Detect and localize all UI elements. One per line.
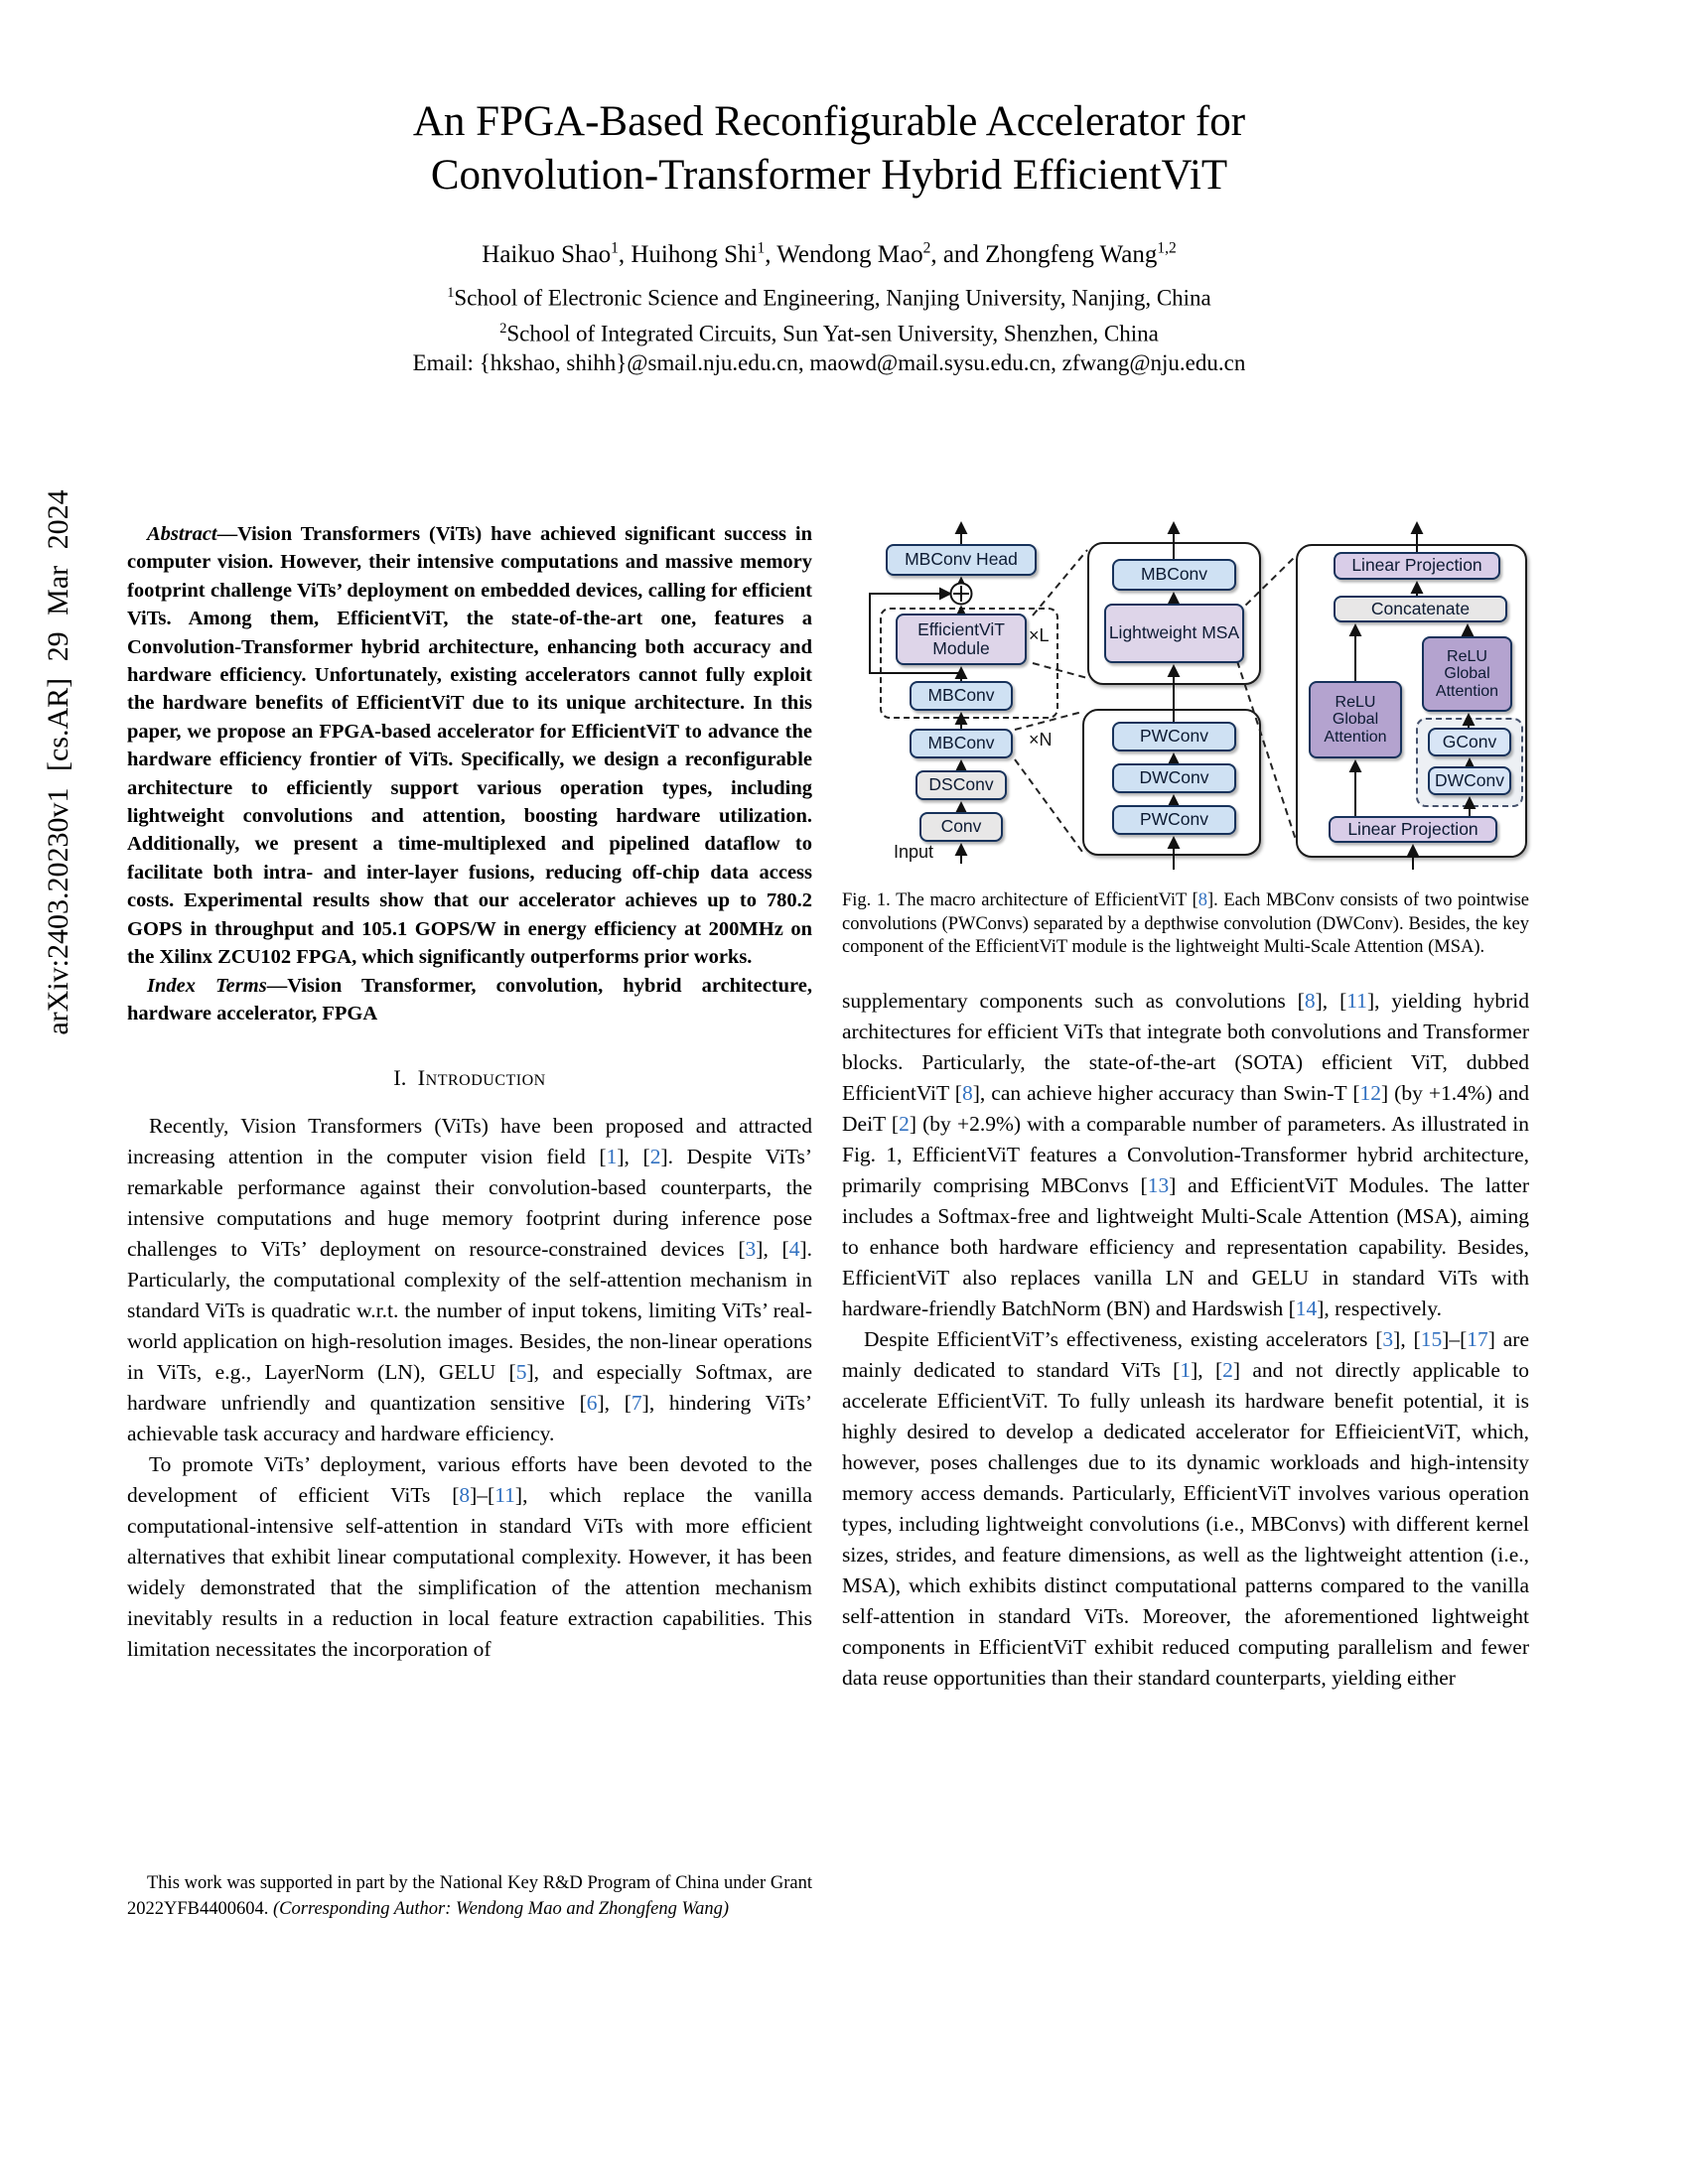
citation: 1 bbox=[606, 1145, 618, 1169]
pwconv-box: PWConv bbox=[1112, 722, 1236, 751]
citation: 14 bbox=[1295, 1296, 1318, 1320]
citation: 11 bbox=[494, 1483, 515, 1508]
citation: 13 bbox=[1147, 1172, 1170, 1197]
author: Zhongfeng Wang$^{1,2}$ bbox=[985, 240, 1177, 269]
citation: 11 bbox=[1346, 988, 1367, 1013]
linear-projection-box: Linear Projection bbox=[1329, 816, 1497, 843]
affiliations bbox=[129, 278, 1529, 378]
figure-caption: Fig. 1. The macro architecture of EfficientViT [8]. Each MBConv consists of two pointwise convolutions (PWConvs) separated by a depthwise convolution (DWConv). Besides, the key component of the EfficientViT module is the lightweight Multi-Scale Attention (MSA). bbox=[842, 890, 1529, 957]
citation: 5 bbox=[515, 1360, 527, 1385]
add-icon bbox=[951, 584, 972, 605]
efficientvit-module-box: EfficientViT Module bbox=[896, 614, 1027, 665]
citation: 2 bbox=[649, 1145, 661, 1169]
pwconv-box: PWConv bbox=[1112, 805, 1236, 835]
authors-line bbox=[129, 240, 1529, 269]
citation: 15 bbox=[1420, 1326, 1443, 1351]
figure-1 bbox=[842, 514, 1529, 872]
paragraph: Despite EfficientViT’s effectiveness, existing accelerators [3], [15]–[17] are mainly dedicated to standard ViTs [1], [2] and not directly applicable to accelerate EfficientViT. To fully unleash its hardware benefit potential, it is highly desired to develop a dedicated accelerator for EffieicientViT, which, however, poses challenges due to its dynamic workloads and high-intensity memory access demands. Particularly, EfficientViT involves various operation types, including lightweight convolutions (i.e., MBConvs) with different kernel sizes, strides, and feature dimensions, as well as the lightweight attention (i.e., MSA), which exhibits distinct computational patterns compared to the vanilla self-attention in standard ViTs. Moreover, the aforementioned lightweight components in EfficientViT exhibit reduced computing parallelism and fewer data reuse opportunities than their standard counterparts, yielding either bbox=[842, 1326, 1530, 1690]
right-column-body bbox=[842, 986, 1529, 1694]
footnote: This work was supported in part by the National Key R&D Program of China under Grant 2022YFB4400604. (Corresponding Author: Wendong Mao and Zhongfeng Wang) bbox=[127, 1873, 812, 1919]
mbconv-box: MBConv bbox=[1112, 559, 1236, 591]
input-label: Input bbox=[894, 842, 934, 862]
citation: 8 bbox=[1197, 890, 1207, 910]
right-column bbox=[842, 514, 1529, 1694]
citation: 4 bbox=[788, 1237, 800, 1262]
citation: 3 bbox=[1382, 1326, 1394, 1351]
citation: 2 bbox=[899, 1111, 910, 1136]
author: Huihong Shi$^1$, bbox=[631, 240, 777, 269]
relu-global-attention-box: ReLU Global Attention bbox=[1309, 681, 1402, 758]
citation: 17 bbox=[1467, 1326, 1488, 1351]
lightweight-msa-box: Lightweight MSA bbox=[1104, 604, 1244, 663]
abstract: Abstract—Vision Transformers (ViTs) have achieved significant success in computer vision. However, their intensive computations and massive memory footprint challenge ViTs’ deployment on embedded devices, calling for efficient ViTs. Among them, EfficientViT, the state-of-the-art one, features a Convolution-Transformer hybrid architecture, enhancing both accuracy and hardware efficiency. Unfortunately, existing accelerators cannot fully exploit the hardware benefits of EfficientViT due to its unique architecture. In this paper, we propose an FPGA-based accelerator for EfficientViT to advance the hardware efficiency frontier of ViTs. Specifically, we design a reconfigurable architecture to efficiently support various operation types, including lightweight convolutions and attention, boosting hardware utilization. Additionally, we present a time-multiplexed and pipelined dataflow to facilitate both intra- and inter-layer fusions, reducing off-chip data access costs. Experimental results show that our accelerator achieves up to 780.2 GOPS in throughput and 105.1 GOPS/W in energy efficiency at 200MHz on the Xilinx ZCU102 FPGA, which significantly outperforms prior works. bbox=[127, 523, 812, 969]
index-terms-label: Index Terms bbox=[147, 974, 267, 997]
mbconv-box: MBConv bbox=[910, 681, 1013, 711]
arxiv-watermark: arXiv:2403.20230v1 [cs.AR] 29 Mar 2024 bbox=[42, 489, 74, 1035]
repeat-l-label: ×L bbox=[1029, 625, 1050, 645]
citation: 6 bbox=[586, 1391, 598, 1416]
conv-box: Conv bbox=[919, 812, 1003, 842]
citation: 12 bbox=[1359, 1080, 1381, 1105]
paragraph: Recently, Vision Transformers (ViTs) have been proposed and attracted increasing attention in the computer vision field [1], [2]. Despite ViTs’ remarkable performance against their convolution-based counterparts, the intensive computations and huge memory footprint during inference pose challenges to ViTs’ deployment on resource-constrained devices [3], [4]. Particularly, the computational complexity of the self-attention mechanism in standard ViTs is quadratic w.r.t. the number of input tokens, limiting ViTs’ real-world application on high-resolution images. Besides, the non-linear operations in ViTs, e.g., LayerNorm (LN), GELU [5], and especially Softmax, are hardware unfriendly and quantization sensitive [6], [7], hindering ViTs’ achievable task accuracy and hardware efficiency. bbox=[127, 1114, 812, 1446]
paragraph: supplementary components such as convolutions [8], [11], yielding hybrid architectures for efficient ViTs that integrate both convolutions and Transformer blocks. Particularly, the state-of-the-art (SOTA) efficient ViT, dubbed EfficientViT [8], can achieve higher accuracy than Swin-T [12] (by +1.4%) and DeiT [2] (by +2.9%) with a comparable number of parameters. As illustrated in Fig. 1, EfficientViT features a Convolution-Transformer hybrid architecture, primarily comprising MBConvs [13] and EfficientViT Modules. The latter includes a Softmax-free and lightweight Multi-Scale Attention (MSA), aiming to enhance both hardware efficiency and representation capability. Besides, EfficientViT also replaces vanilla LN and GELU in standard ViTs with hardware-friendly BatchNorm (BN) and Hardswish [14], respectively. bbox=[842, 988, 1530, 1320]
linear-projection-box: Linear Projection bbox=[1334, 552, 1500, 580]
email-line: Email: {hkshao, shihh}@smail.nju.edu.cn, maowd@mail.sysu.edu.cn, zfwang@nju.edu.cn bbox=[412, 350, 1246, 376]
dwconv-box: DWConv bbox=[1428, 766, 1511, 795]
repeat-n-label: ×N bbox=[1029, 730, 1053, 750]
title-line-2: Convolution-Transformer Hybrid EfficientViT bbox=[430, 152, 1228, 199]
dwconv-box: DWConv bbox=[1112, 763, 1236, 793]
page-title bbox=[129, 95, 1529, 203]
author: Wendong Mao$^2$, and bbox=[776, 240, 986, 269]
paragraph: To promote ViTs’ deployment, various efforts have been devoted to the development of efficient ViTs [8]–[11], which replace the vanilla computational-intensive self-attention in standard ViTs with more efficient alternatives that exhibit linear computational complexity. However, it has been widely demonstrated that the simplification of the attention mechanism inevitably results in a reduction in local feature extraction capabilities. This limitation necessitates the incorporation of bbox=[127, 1452, 813, 1662]
citation: 8 bbox=[961, 1080, 973, 1105]
affiliation-2: $^2$School of Integrated Circuits, Sun Yat-sen University, Shenzhen, China bbox=[499, 320, 1159, 346]
author: Haikuo Shao$^1$, bbox=[482, 240, 632, 269]
gconv-box: GConv bbox=[1428, 728, 1511, 756]
section-heading-introduction: I. Introduction bbox=[393, 1065, 546, 1091]
left-column bbox=[127, 520, 812, 1665]
index-terms: Index Terms—Vision Transformer, convolution, hybrid architecture, hardware accelerator, FPGA bbox=[127, 974, 812, 1024]
dsconv-box: DSConv bbox=[915, 770, 1007, 800]
citation: 2 bbox=[1222, 1357, 1233, 1382]
abstract-label: Abstract bbox=[147, 523, 217, 545]
relu-global-attention-box: ReLU Global Attention bbox=[1422, 636, 1512, 712]
title-line-1: An FPGA-Based Reconfigurable Accelerator for bbox=[412, 98, 1246, 145]
citation: 8 bbox=[459, 1483, 471, 1508]
citation: 8 bbox=[1304, 988, 1316, 1013]
citation: 7 bbox=[631, 1391, 642, 1416]
citation: 1 bbox=[1180, 1357, 1192, 1382]
mbconv-head-box: MBConv Head bbox=[886, 544, 1037, 576]
mbconv-box: MBConv bbox=[910, 729, 1013, 758]
citation: 3 bbox=[745, 1237, 757, 1262]
affiliation-1: $^1$School of Electronic Science and Engineering, Nanjing University, Nanjing, China bbox=[447, 285, 1211, 311]
concatenate-box: Concatenate bbox=[1334, 596, 1507, 622]
